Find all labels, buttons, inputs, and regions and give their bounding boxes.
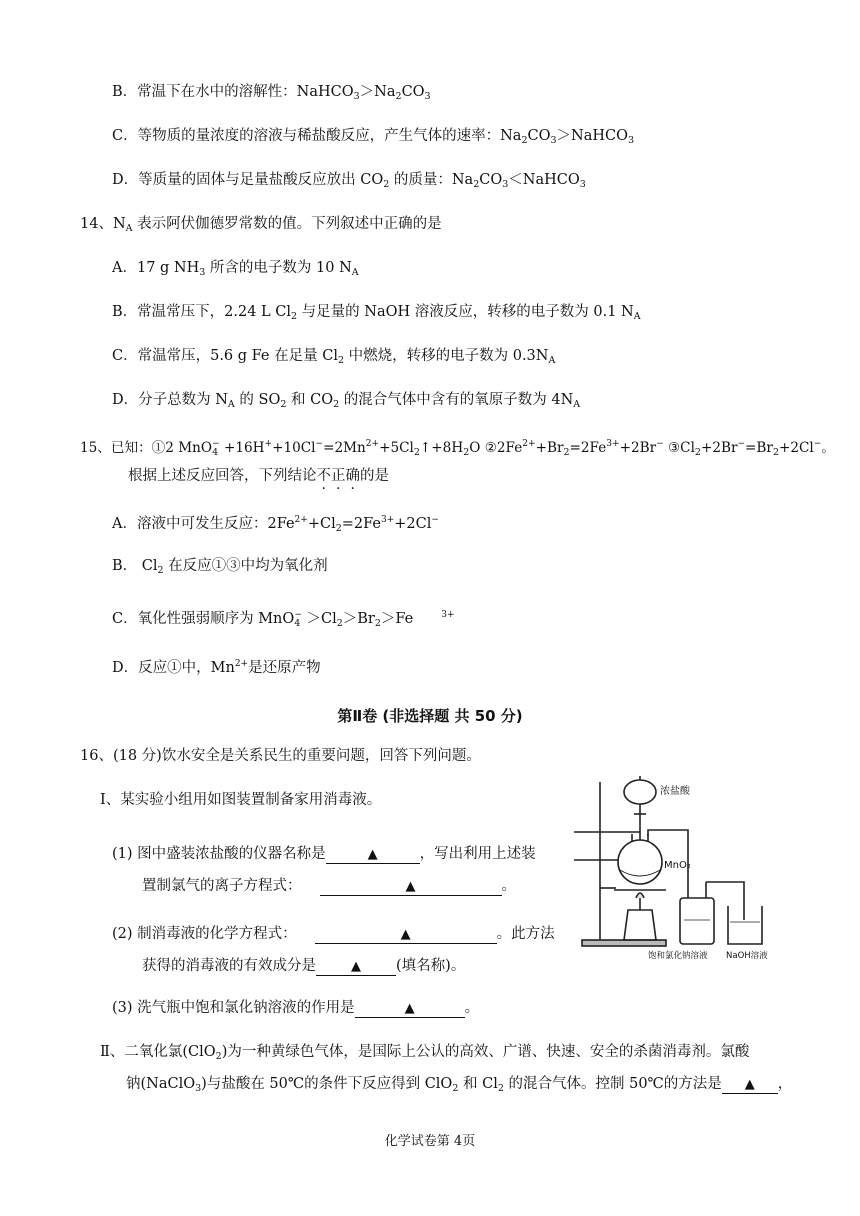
q14-stem: 14、$N_A$ 表示阿伏伽德罗常数的值。下列叙述中正确的是 bbox=[80, 216, 442, 234]
q14-option-a: A．17 g $NH_3$ 所含的电子数为 10 $N_A$ bbox=[112, 260, 359, 278]
label-mno2: MnO₂ bbox=[664, 860, 691, 871]
q14-option-c: C．常温常压，5.6 g Fe 在足量 $Cl_2$ 中燃烧，转移的电子数为 $0.3N_A$ bbox=[112, 348, 556, 366]
q16-sub2-line2: 获得的消毒液的有效成分是 ▲ (填名称)。 bbox=[142, 958, 466, 974]
q15-option-b: B． $Cl_2$ 在反应①③中均为氧化剂 bbox=[112, 558, 328, 576]
alcohol-lamp bbox=[624, 910, 656, 940]
section-title: 第Ⅱ卷 (非选择题 共 50 分) bbox=[337, 707, 523, 725]
q16-part-2-line1: Ⅱ、二氧化氯(ClO$_2$)为一种黄绿色气体，是国际上公认的高效、广谱、快速、安全的杀菌消毒剂。氯酸 bbox=[100, 1044, 750, 1062]
q16-sub2-line1: (2) 制消毒液的化学方程式： ▲ 。此方法 bbox=[112, 926, 555, 942]
wash-bottle bbox=[680, 898, 714, 944]
q13-option-b: B．常温下在水中的溶解性：$NaHCO_3>Na_2CO_3$ bbox=[112, 84, 431, 102]
page-footer: 化学试卷第 4页 bbox=[384, 1134, 476, 1149]
stand-base bbox=[582, 940, 666, 946]
round-bottom-flask bbox=[618, 840, 662, 884]
label-saturated-nacl: 饱和氯化钠溶液 bbox=[648, 951, 708, 961]
q13-option-c: C．等物质的量浓度的溶液与稀盐酸反应，产生气体的速率：$Na_2CO_3>NaHCO_3$ bbox=[112, 128, 635, 146]
q14-option-d: D．分子总数为 $N_A$ 的 $SO_2$ 和 $CO_2$ 的混合气体中含有的氧原子数为 $4N_A$ bbox=[112, 392, 581, 410]
q13-option-d: D．等质量的固体与足量盐酸反应放出 $CO_2$ 的质量：$Na_2CO_3<NaHCO_3$ bbox=[112, 172, 586, 190]
q15-stem-reactions: 15、已知：①2 $MnO_4^- +16H^++10Cl^-=2Mn^{2+}+5Cl_2↑+8H_2O$ $②2Fe^{2+}+Br_2=2Fe^{3+}+2Br^-$ $③Cl_2+2Br^-=Br_2+2Cl^-$。 bbox=[80, 439, 835, 458]
q15-stem-question: 根据上述反应回答，下列结论不正确的是 bbox=[128, 468, 389, 484]
label-naoh-solution: NaOH溶液 bbox=[726, 951, 768, 961]
q16-part-1: Ⅰ、某实验小组用如图装置制备家用消毒液。 bbox=[100, 792, 382, 808]
beaker bbox=[728, 906, 762, 944]
q16-part-2-line2: 钠(NaClO$_3$)与盐酸在 50℃的条件下反应得到 ClO$_2$ 和 $Cl_2$ 的混合气体。控制 50℃的方法是 ▲ ， bbox=[126, 1076, 793, 1094]
q16-sub1-line1: (1) 图中盛装浓盐酸的仪器名称是 ▲ ，写出利用上述装 bbox=[112, 846, 536, 862]
label-concentrated-hcl: 浓盐酸 bbox=[660, 786, 690, 797]
separatory-funnel bbox=[624, 780, 656, 804]
q16-sub1-line2: 置制氯气的离子方程式： ▲ 。 bbox=[142, 878, 516, 894]
q15-option-c: C．氧化性强弱顺序为 $MnO_4^- >Cl_2>Br_2>Fe$ $^{3+}$ bbox=[112, 610, 455, 629]
chlorine-apparatus-figure bbox=[570, 770, 790, 970]
connector-tube bbox=[706, 882, 744, 920]
q15-option-a: A．溶液中可发生反应：$2Fe^{2+}+Cl_2=2Fe^{3+}+2Cl^-$ bbox=[112, 515, 439, 534]
q16-sub3: (3) 洗气瓶中饱和氯化钠溶液的作用是 ▲ 。 bbox=[112, 1000, 480, 1016]
q14-option-b: B．常温常压下，2.24 L $Cl_2$ 与足量的 NaOH 溶液反应，转移的电子数为 0.1 $N_A$ bbox=[112, 304, 641, 322]
q15-option-d: D．反应①中，$Mn^{2+}$是还原产物 bbox=[112, 659, 321, 676]
q16-stem: 16、(18 分)饮水安全是关系民生的重要问题，回答下列问题。 bbox=[80, 748, 481, 764]
